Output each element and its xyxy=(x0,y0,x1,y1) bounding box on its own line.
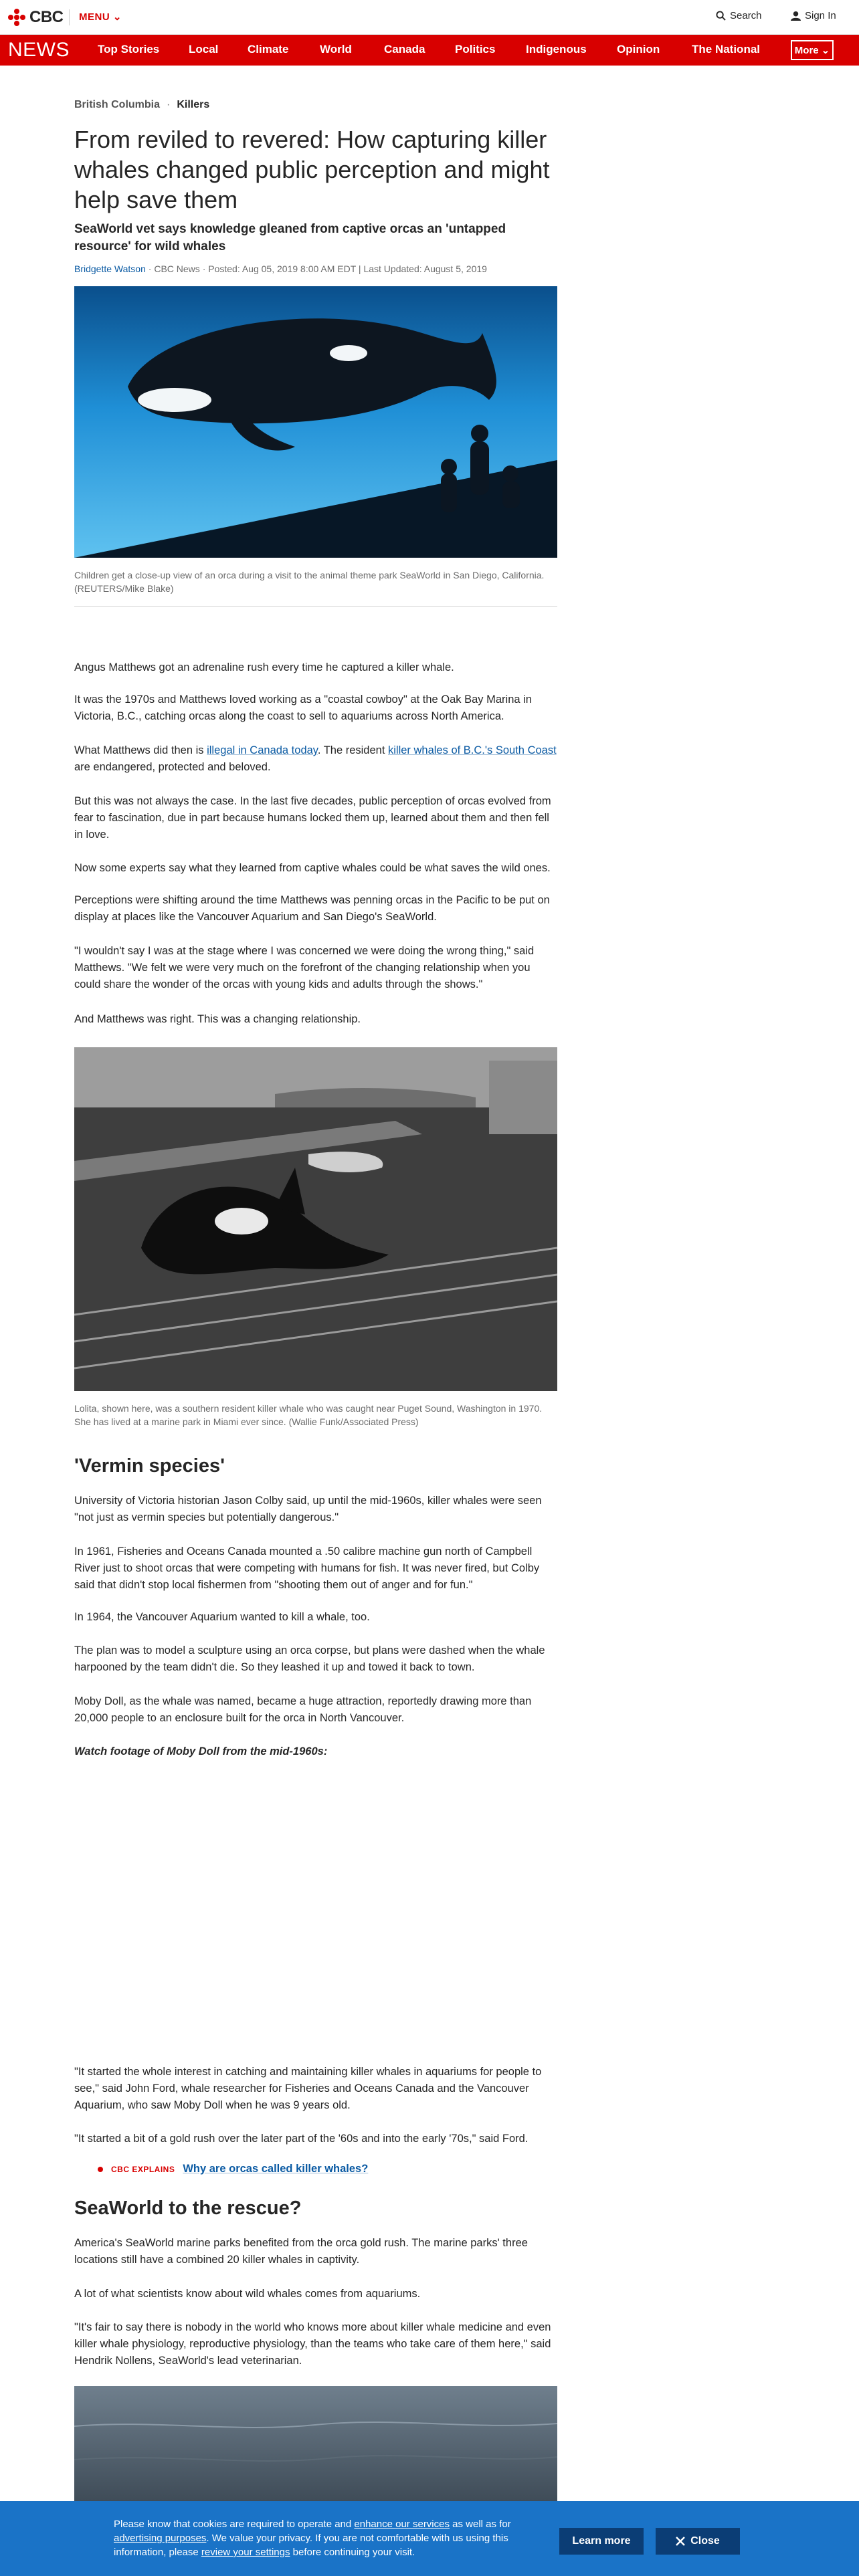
section-heading-seaworld: SeaWorld to the rescue? xyxy=(74,2197,302,2219)
ocean-illustration xyxy=(74,2386,557,2501)
breadcrumb-killers[interactable]: Killers xyxy=(177,99,210,110)
paragraph-text: . The resident xyxy=(317,744,388,756)
lolita-image-caption: Lolita, shown here, was a southern resident killer whale who was caught near Puget Sound, Washington in 1970. She has lived at a marine park in Miami ever since. (Wallie Funk/Associated Press) xyxy=(74,1403,543,1427)
paragraph: Moby Doll, as the whale was named, became a huge attraction, reportedly drawing more than 20,000 people to an enclosure built for the orca in North Vancouver. xyxy=(74,1695,532,1724)
paragraph-text: What Matthews did then is xyxy=(74,744,207,756)
paragraph: Now some experts say what they learned from captive whales could be what saves the wild ones. xyxy=(74,862,551,874)
sign-in-label: Sign In xyxy=(805,10,836,21)
lolita-orca-illustration xyxy=(74,1047,557,1391)
link-killer-whales-south-coast[interactable]: killer whales of B.C.'s South Coast xyxy=(388,744,557,756)
review-settings-link[interactable]: review your settings xyxy=(201,2547,290,2558)
video-intro: Watch footage of Moby Doll from the mid-1960s: xyxy=(74,1745,328,1757)
article-dek: SeaWorld vet says knowledge gleaned from captive orcas an 'untapped resource' for wild whales xyxy=(74,222,506,253)
byline-separator: · xyxy=(148,263,155,274)
cookie-text: before continuing your visit. xyxy=(290,2547,415,2558)
chevron-down-icon: ⌄ xyxy=(821,45,830,56)
menu-button[interactable] xyxy=(79,11,122,23)
close-label: Close xyxy=(690,2535,720,2547)
section-heading-vermin-species: 'Vermin species' xyxy=(74,1455,225,1477)
breadcrumb-british-columbia[interactable]: British Columbia xyxy=(74,99,161,110)
bullet-icon xyxy=(98,2167,103,2172)
orca-aquarium-illustration xyxy=(74,286,557,558)
byline-outlet: CBC News xyxy=(154,263,200,274)
chevron-down-icon: ⌄ xyxy=(112,11,122,23)
byline xyxy=(74,263,557,274)
paragraph: University of Victoria historian Jason Colby said, up until the mid-1960s, killer whales were seen "not just as vermin species but potentially dangerous." xyxy=(74,1495,542,1523)
search-button[interactable] xyxy=(716,10,762,21)
paragraph: A lot of what scientists know about wild whales comes from aquariums. xyxy=(74,2288,421,2300)
paragraph: In 1961, Fisheries and Oceans Canada mounted a .50 calibre machine gun north of Campbell River just to shoot orcas that were competing with humans for fish. It was never fired, but Colby said that didn't stop local fishermen from "shooting them out of anger and for fun." xyxy=(74,1545,540,1591)
byline-separator: · xyxy=(202,263,209,274)
nav-item-world[interactable]: World xyxy=(320,43,352,56)
enhance-services-link[interactable]: enhance our services xyxy=(354,2518,450,2530)
lead-image-orca-aquarium[interactable] xyxy=(74,286,557,558)
cookie-consent-banner xyxy=(0,2501,859,2576)
top-utility-bar xyxy=(0,0,859,35)
search-label: Search xyxy=(730,10,762,21)
image-lolita-orca[interactable] xyxy=(74,1047,557,1391)
nav-item-indigenous[interactable]: Indigenous xyxy=(526,43,587,56)
video-embed-placeholder[interactable] xyxy=(74,1772,557,2053)
cookie-message xyxy=(114,2517,529,2559)
paragraph: But this was not always the case. In the last five decades, public perception of orcas evolved from fear to fascination, due in part because humans locked them up, learned about them and then fell in love. xyxy=(74,795,551,841)
article-headline: From reviled to revered: How capturing killer whales changed public perception and might help save them xyxy=(74,126,550,213)
paragraph: Perceptions were shifting around the time Matthews was penning orcas in the Pacific to be put on display at places like the Vancouver Aquarium and San Diego's SeaWorld. xyxy=(74,894,550,923)
user-icon xyxy=(791,11,801,21)
cbc-logo[interactable] xyxy=(8,8,64,27)
paragraph: It was the 1970s and Matthews loved working as a "coastal cowboy" at the Oak Bay Marina in Victoria, B.C., catching orcas along the coast to sell to aquariums across North America. xyxy=(74,693,532,722)
lead-image-caption: Children get a close-up view of an orca during a visit to the animal theme park SeaWorld in San Diego, California. (REUTERS/Mike Blake) xyxy=(74,570,545,594)
link-illegal-in-canada[interactable]: illegal in Canada today xyxy=(207,744,318,756)
cbc-wordmark: CBC xyxy=(29,8,64,26)
nav-item-the-national[interactable]: The National xyxy=(692,43,761,56)
caption-divider xyxy=(74,606,557,607)
byline-posted: Posted: Aug 05, 2019 8:00 AM EDT | Last Updated: August 5, 2019 xyxy=(208,263,487,274)
search-icon xyxy=(716,11,726,21)
news-brand[interactable]: NEWS xyxy=(8,39,70,61)
advertising-purposes-link[interactable]: advertising purposes xyxy=(114,2533,207,2544)
paragraph: The plan was to model a sculpture using an orca corpse, but plans were dashed when the whale harpooned by the team didn't die. So they leashed it up and towed it back to town. xyxy=(74,1644,545,1673)
nav-item-climate[interactable]: Climate xyxy=(248,43,289,56)
cbc-gem-icon xyxy=(8,9,25,26)
nav-item-top-stories[interactable]: Top Stories xyxy=(98,43,160,56)
header-divider xyxy=(69,9,70,25)
nav-item-local[interactable]: Local xyxy=(189,43,219,56)
paragraph: "I wouldn't say I was at the stage where I was concerned we were doing the wrong thing," said Matthews. "We felt we were very much on the forefront of the changing relationship when you could share the wonder of the orcas with young kids and adults through the shows." xyxy=(74,945,535,990)
sign-in-button[interactable] xyxy=(791,10,836,21)
paragraph-text: are endangered, protected and beloved. xyxy=(74,761,271,773)
cbc-explains-link[interactable] xyxy=(98,2163,368,2175)
cbc-explains-tag: CBC EXPLAINS xyxy=(111,2164,175,2174)
cookie-text: Please know that cookies are required to operate and xyxy=(114,2518,355,2530)
cookie-text: as well as for xyxy=(450,2518,511,2530)
paragraph: America's SeaWorld marine parks benefited from the orca gold rush. The marine parks' three locations still have a combined 20 killer whales in captivity. xyxy=(74,2237,528,2266)
paragraph: "It started the whole interest in catching and maintaining killer whales in aquariums for people to see," said John Ford, whale researcher for Fisheries and Oceans Canada and the Vancouver Aquarium, who saw Moby Doll when he was 9 years old. xyxy=(74,2066,542,2111)
paragraph: Angus Matthews got an adrenaline rush every time he captured a killer whale. xyxy=(74,661,454,673)
nav-item-politics[interactable]: Politics xyxy=(455,43,496,56)
more-button[interactable] xyxy=(791,40,834,60)
paragraph: "It started a bit of a gold rush over the later part of the '60s and into the early '70s," said Ford. xyxy=(74,2133,529,2145)
nav-item-canada[interactable]: Canada xyxy=(384,43,425,56)
learn-more-button[interactable]: Learn more xyxy=(559,2528,644,2555)
more-label: More xyxy=(794,44,819,56)
close-icon xyxy=(676,2537,685,2546)
cbc-explains-title[interactable]: Why are orcas called killer whales? xyxy=(183,2163,369,2175)
cookie-text: . We value your privacy. If you are not comfortable with us using this information, please xyxy=(114,2533,508,2558)
paragraph: "It's fair to say there is nobody in the world who knows more about killer whale medicine and even killer whale physiology, reproductive physiology, than the teams who take care of them here," said Hendrik Nollens, SeaWorld's lead veterinarian. xyxy=(74,2321,551,2367)
breadcrumb-separator: · xyxy=(167,99,171,110)
paragraph xyxy=(74,742,557,776)
nav-item-opinion[interactable]: Opinion xyxy=(617,43,660,56)
paragraph: And Matthews was right. This was a changing relationship. xyxy=(74,1013,361,1025)
breadcrumb xyxy=(74,99,557,111)
menu-label: MENU xyxy=(79,11,110,23)
close-button[interactable] xyxy=(656,2528,740,2555)
news-nav-bar xyxy=(0,35,859,66)
paragraph: In 1964, the Vancouver Aquarium wanted to kill a whale, too. xyxy=(74,1611,370,1623)
image-ocean[interactable] xyxy=(74,2386,557,2501)
author-link[interactable]: Bridgette Watson xyxy=(74,263,146,274)
